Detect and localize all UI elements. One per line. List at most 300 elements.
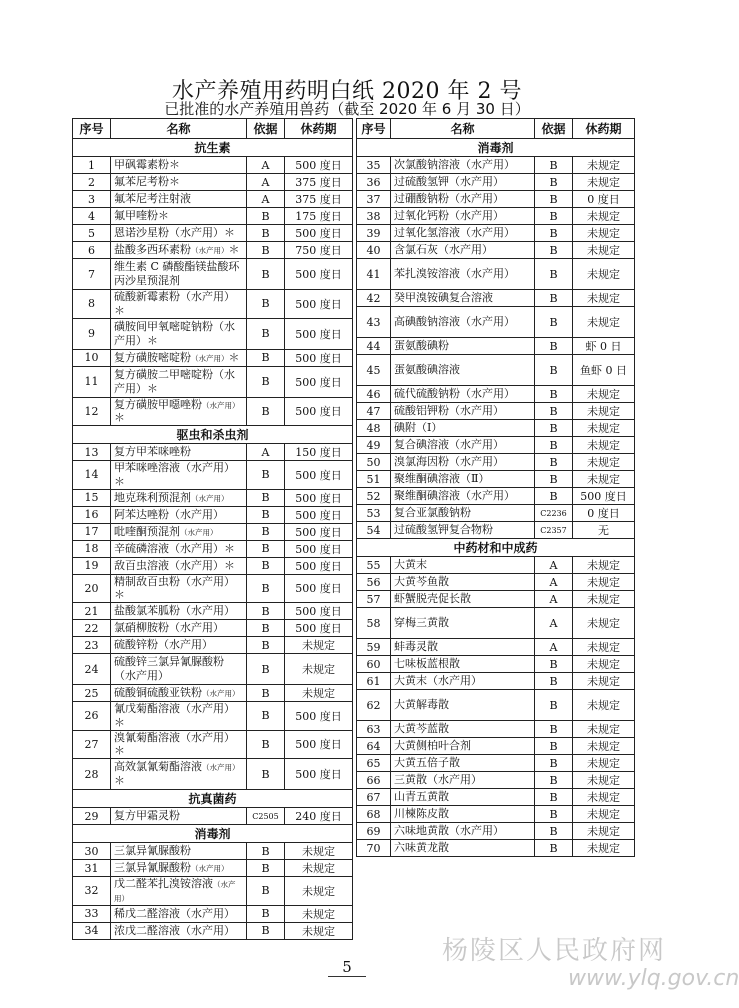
withdrawal-period: 未规定 [285, 654, 353, 685]
drug-name-text: 三氯异氰脲酸粉 [114, 844, 191, 858]
basis-code: B [247, 506, 285, 523]
withdrawal-period: 500 度日 [285, 702, 353, 731]
basis-code: B [535, 488, 573, 505]
drug-name [111, 318, 247, 349]
drug-name [391, 738, 535, 755]
basis-code: B [535, 454, 573, 471]
table-row [357, 656, 635, 673]
withdrawal-period: 未规定 [573, 437, 635, 454]
basis-code: A [247, 444, 285, 461]
drug-name-text: 高碘酸钠溶液（水产用） [394, 315, 515, 329]
row-number: 39 [357, 225, 391, 242]
table-row [73, 461, 353, 490]
drug-name [111, 157, 247, 174]
row-number: 24 [73, 654, 111, 685]
drug-name [391, 191, 535, 208]
withdrawal-period: 375 度日 [285, 191, 353, 208]
basis-code: B [535, 673, 573, 690]
withdrawal-period: 500 度日 [285, 506, 353, 523]
drug-name [391, 420, 535, 437]
asterisk-mark: ＊ [228, 243, 240, 257]
basis-code: A [247, 191, 285, 208]
drug-name [391, 338, 535, 355]
withdrawal-period: 750 度日 [285, 242, 353, 259]
basis-code: A [247, 174, 285, 191]
table-row [73, 860, 353, 877]
drug-name-text: 复方甲苯咪唑粉 [114, 445, 191, 459]
withdrawal-period: 未规定 [573, 307, 635, 338]
withdrawal-period: 未规定 [573, 157, 635, 174]
drug-name-text: 高效氯氰菊酯溶液 [114, 760, 202, 774]
drug-name [111, 620, 247, 637]
withdrawal-period: 150 度日 [285, 444, 353, 461]
drug-name [111, 574, 247, 603]
drug-name [111, 540, 247, 557]
drug-name-text: 阿苯达唑粉（水产用） [114, 507, 224, 521]
withdrawal-period: 未规定 [573, 656, 635, 673]
drug-name-text: 蛋氨酸碘溶液 [394, 363, 460, 377]
withdrawal-period: 未规定 [285, 877, 353, 906]
table-row [357, 259, 635, 290]
drug-name-text: 盐酸多西环素粉 [114, 243, 191, 257]
basis-code: B [535, 208, 573, 225]
drug-name-text: 大黄末（水产用） [394, 674, 482, 688]
basis-code: C2236 [535, 505, 573, 522]
row-number: 9 [73, 318, 111, 349]
drug-name-text: 稀戊二醛溶液（水产用） [114, 906, 235, 920]
basis-code: B [535, 307, 573, 338]
drug-name-text: 硫酸新霉素粉（水产用）＊ [114, 290, 235, 317]
watermark-url: www.ylq.gov.cn [568, 966, 739, 991]
withdrawal-period: 500 度日 [285, 290, 353, 319]
basis-code: A [535, 639, 573, 656]
row-number: 55 [357, 557, 391, 574]
row-number: 35 [357, 157, 391, 174]
drug-name [111, 860, 247, 877]
withdrawal-period: 175 度日 [285, 208, 353, 225]
row-number: 41 [357, 259, 391, 290]
page-number-value: 5 [328, 958, 366, 977]
drug-name-text: 维生素 C 磷酸酯镁盐酸环丙沙星预混剂 [114, 260, 240, 287]
table-row [357, 505, 635, 522]
basis-code: B [535, 806, 573, 823]
drug-name [111, 922, 247, 939]
row-number: 28 [73, 759, 111, 790]
basis-code: B [535, 789, 573, 806]
basis-code: B [247, 685, 285, 702]
withdrawal-period: 未规定 [573, 290, 635, 307]
withdrawal-period: 未规定 [573, 673, 635, 690]
basis-code: B [247, 349, 285, 366]
withdrawal-period: 未规定 [573, 454, 635, 471]
row-number: 21 [73, 603, 111, 620]
basis-code: B [535, 386, 573, 403]
row-number: 2 [73, 174, 111, 191]
drug-name-text: 大黄五倍子散 [394, 756, 460, 770]
withdrawal-period: 未规定 [573, 225, 635, 242]
aquaculture-tag: （水产用） [191, 864, 229, 874]
withdrawal-period: 未规定 [285, 922, 353, 939]
drug-name [391, 690, 535, 721]
row-number: 5 [73, 225, 111, 242]
basis-code: B [535, 471, 573, 488]
basis-code: B [247, 759, 285, 790]
section-heading: 驱虫和杀虫剂 [73, 426, 353, 444]
table-row [357, 338, 635, 355]
table-row [73, 877, 353, 906]
table-header-row [357, 119, 635, 139]
basis-code: B [247, 905, 285, 922]
table-row [73, 366, 353, 397]
row-number: 42 [357, 290, 391, 307]
row-number: 66 [357, 772, 391, 789]
drug-name [111, 444, 247, 461]
drug-name-text: 敌百虫溶液（水产用）＊ [114, 558, 235, 572]
basis-code: B [247, 461, 285, 490]
basis-code: A [535, 557, 573, 574]
drug-name [111, 174, 247, 191]
drug-name-text: 山青五黄散 [394, 790, 449, 804]
basis-code: B [247, 702, 285, 731]
table-row [73, 574, 353, 603]
aquaculture-tag: （水产用） [202, 763, 240, 773]
table-row [357, 574, 635, 591]
row-number: 3 [73, 191, 111, 208]
basis-code: B [535, 259, 573, 290]
section-row [73, 825, 353, 843]
section-heading: 抗真菌药 [73, 790, 353, 808]
withdrawal-period: 未规定 [573, 591, 635, 608]
table-row [357, 591, 635, 608]
basis-code: B [535, 656, 573, 673]
basis-code: B [535, 242, 573, 259]
withdrawal-period: 未规定 [285, 860, 353, 877]
table-row [73, 843, 353, 860]
basis-code: B [535, 225, 573, 242]
withdrawal-period: 500 度日 [573, 488, 635, 505]
drug-name-text: 七味板蓝根散 [394, 657, 460, 671]
basis-code: B [535, 755, 573, 772]
withdrawal-period: 500 度日 [285, 759, 353, 790]
basis-code: C2505 [247, 808, 285, 825]
section-heading: 消毒剂 [73, 825, 353, 843]
basis-code: B [247, 259, 285, 290]
drug-name-text: 过硫酸氢钾（水产用） [394, 175, 504, 189]
row-number: 30 [73, 843, 111, 860]
drug-name-text: 虾蟹脱壳促长散 [394, 592, 471, 606]
table-header-row [73, 119, 353, 139]
table-row [357, 738, 635, 755]
withdrawal-period: 500 度日 [285, 349, 353, 366]
drug-name [391, 208, 535, 225]
withdrawal-period: 未规定 [573, 840, 635, 857]
drug-name [391, 591, 535, 608]
drug-name-text: 氟苯尼考注射液 [114, 192, 191, 206]
withdrawal-period: 未规定 [285, 905, 353, 922]
drug-name-text: 地克珠利预混剂 [114, 490, 191, 504]
drug-name-text: 氟甲喹粉＊ [114, 209, 169, 223]
drug-name [391, 823, 535, 840]
drug-name [391, 557, 535, 574]
row-number: 54 [357, 522, 391, 539]
drug-name [391, 789, 535, 806]
row-number: 6 [73, 242, 111, 259]
table-row [357, 386, 635, 403]
drug-name [391, 574, 535, 591]
withdrawal-period: 无 [573, 522, 635, 539]
withdrawal-period: 未规定 [573, 259, 635, 290]
drug-name-text: 过硼酸钠粉（水产用） [394, 192, 504, 206]
table-row [357, 721, 635, 738]
drug-name [391, 242, 535, 259]
basis-code: B [247, 730, 285, 759]
withdrawal-period: 未规定 [573, 789, 635, 806]
table-row [357, 557, 635, 574]
table-row [73, 191, 353, 208]
row-number: 36 [357, 174, 391, 191]
drug-name [111, 808, 247, 825]
drug-name-text: 硫酸铜硫酸亚铁粉 [114, 686, 202, 700]
drug-name [111, 702, 247, 731]
aquaculture-tag: （水产用） [202, 400, 240, 410]
table-row [73, 318, 353, 349]
row-number: 67 [357, 789, 391, 806]
withdrawal-period: 500 度日 [285, 730, 353, 759]
row-number: 26 [73, 702, 111, 731]
section-heading: 抗生素 [73, 139, 353, 157]
withdrawal-period: 未规定 [285, 685, 353, 702]
row-number: 49 [357, 437, 391, 454]
drug-name [111, 259, 247, 290]
drug-name [391, 721, 535, 738]
drug-name-text: 大黄侧柏叶合剂 [394, 739, 471, 753]
table-row [357, 437, 635, 454]
row-number: 11 [73, 366, 111, 397]
row-number: 69 [357, 823, 391, 840]
drug-name [111, 225, 247, 242]
header-name: 名称 [111, 119, 247, 139]
basis-code: A [535, 608, 573, 639]
row-number: 48 [357, 420, 391, 437]
table-row [357, 639, 635, 656]
aquaculture-tag: （水产用） [191, 353, 229, 363]
basis-code: B [535, 290, 573, 307]
drug-name-text: 蚌毒灵散 [394, 640, 438, 654]
row-number: 38 [357, 208, 391, 225]
basis-code: B [247, 225, 285, 242]
row-number: 70 [357, 840, 391, 857]
drug-name [391, 772, 535, 789]
asterisk-mark: ＊ [228, 350, 240, 364]
drug-name [391, 174, 535, 191]
drug-table-right [356, 118, 635, 857]
asterisk-mark: ＊ [114, 411, 125, 425]
basis-code: B [247, 922, 285, 939]
aquaculture-tag: （水产用） [114, 880, 236, 903]
drug-name-text: 碘附（Ⅰ） [394, 421, 443, 435]
table-row [357, 355, 635, 386]
basis-code: A [247, 157, 285, 174]
table-row [73, 808, 353, 825]
row-number: 62 [357, 690, 391, 721]
drug-name [391, 639, 535, 656]
table-row [357, 789, 635, 806]
drug-name-text: 蛋氨酸碘粉 [394, 339, 449, 353]
row-number: 7 [73, 259, 111, 290]
drug-name-text: 硫代硫酸钠粉（水产用） [394, 387, 515, 401]
basis-code: B [535, 403, 573, 420]
drug-name [111, 759, 247, 790]
basis-code: B [247, 397, 285, 426]
basis-code: B [247, 523, 285, 540]
basis-code: B [247, 290, 285, 319]
drug-name [111, 290, 247, 319]
drug-name-text: 甲苯咪唑溶液（水产用）＊ [114, 461, 235, 488]
basis-code: B [247, 877, 285, 906]
table-row [357, 420, 635, 437]
drug-name-text: 大黄末 [394, 558, 427, 572]
table-row [73, 603, 353, 620]
basis-code: B [247, 843, 285, 860]
drug-name [391, 307, 535, 338]
table-row [73, 685, 353, 702]
basis-code: A [535, 591, 573, 608]
drug-name-text: 氯硝柳胺粉（水产用） [114, 621, 224, 635]
table-row [357, 225, 635, 242]
drug-name [391, 840, 535, 857]
withdrawal-period: 375 度日 [285, 174, 353, 191]
row-number: 20 [73, 574, 111, 603]
drug-name-text: 精制敌百虫粉（水产用）＊ [114, 574, 235, 602]
withdrawal-period: 500 度日 [285, 523, 353, 540]
row-number: 40 [357, 242, 391, 259]
basis-code: B [535, 772, 573, 789]
withdrawal-period: 500 度日 [285, 225, 353, 242]
drug-name [391, 656, 535, 673]
drug-name-text: 大黄解毒散 [394, 698, 449, 712]
drug-name [111, 397, 247, 426]
header-withdrawal: 休药期 [285, 119, 353, 139]
row-number: 59 [357, 639, 391, 656]
row-number: 18 [73, 540, 111, 557]
table-row [73, 922, 353, 939]
withdrawal-period: 未规定 [573, 608, 635, 639]
drug-name-text: 氰戊菊酯溶液（水产用）＊ [114, 702, 235, 729]
withdrawal-period: 未规定 [573, 755, 635, 772]
withdrawal-period: 未规定 [573, 242, 635, 259]
row-number: 33 [73, 905, 111, 922]
row-number: 68 [357, 806, 391, 823]
table-row [357, 242, 635, 259]
table-row [357, 157, 635, 174]
drug-name [391, 157, 535, 174]
withdrawal-period: 未规定 [285, 637, 353, 654]
document-title: 水产养殖用药明白纸 2020 年 2 号 [172, 79, 522, 104]
drug-name-text: 复合亚氯酸钠粉 [394, 506, 471, 520]
section-row [73, 790, 353, 808]
drug-name-text: 癸甲溴铵碘复合溶液 [394, 291, 493, 305]
drug-name-text: 大黄芩蓝散 [394, 722, 449, 736]
drug-name-text: 过氧化氢溶液（水产用） [394, 226, 515, 240]
withdrawal-period: 未规定 [573, 574, 635, 591]
basis-code: B [247, 620, 285, 637]
header-no: 序号 [357, 119, 391, 139]
table-row [73, 759, 353, 790]
withdrawal-period: 未规定 [573, 639, 635, 656]
drug-name-text: 过硫酸氢钾复合物粉 [394, 523, 493, 537]
drug-name-text: 过氧化钙粉（水产用） [394, 209, 504, 223]
basis-code: B [535, 840, 573, 857]
basis-code: B [535, 690, 573, 721]
row-number: 22 [73, 620, 111, 637]
drug-name [111, 603, 247, 620]
aquaculture-tag: （水产用） [191, 246, 229, 256]
basis-code: B [247, 637, 285, 654]
basis-code: C2357 [535, 522, 573, 539]
withdrawal-period: 未规定 [573, 403, 635, 420]
table-row [357, 755, 635, 772]
table-row [73, 620, 353, 637]
withdrawal-period: 未规定 [573, 823, 635, 840]
basis-code: A [535, 574, 573, 591]
watermark: 杨陵区人民政府网 [442, 936, 667, 966]
withdrawal-period: 未规定 [573, 806, 635, 823]
drug-name [111, 523, 247, 540]
withdrawal-period: 500 度日 [285, 157, 353, 174]
row-number: 29 [73, 808, 111, 825]
drug-name-text: 硫酸锌三氯异氰脲酸粉（水产用） [114, 655, 224, 682]
table-row [357, 608, 635, 639]
table-row [73, 225, 353, 242]
basis-code: B [535, 437, 573, 454]
withdrawal-period: 500 度日 [285, 366, 353, 397]
drug-name-text: 磺胺间甲氧嘧啶钠粉（水产用）＊ [114, 319, 235, 347]
drug-name [391, 608, 535, 639]
table-row [73, 349, 353, 366]
withdrawal-period: 未规定 [573, 738, 635, 755]
drug-name [391, 471, 535, 488]
withdrawal-period: 0 度日 [573, 191, 635, 208]
basis-code: B [247, 366, 285, 397]
table-row [73, 397, 353, 426]
table-row [357, 772, 635, 789]
row-number: 37 [357, 191, 391, 208]
drug-name [111, 506, 247, 523]
withdrawal-period: 500 度日 [285, 557, 353, 574]
row-number: 32 [73, 877, 111, 906]
aquaculture-tag: （水产用） [202, 689, 240, 699]
table-row [73, 654, 353, 685]
basis-code: B [535, 823, 573, 840]
asterisk-mark: ＊ [114, 774, 125, 787]
withdrawal-period: 500 度日 [285, 259, 353, 290]
drug-name [391, 437, 535, 454]
aquaculture-tag: （水产用） [191, 493, 229, 503]
drug-name-text: 穿梅三黄散 [394, 616, 449, 630]
table-row [73, 540, 353, 557]
drug-name [111, 489, 247, 506]
header-withdrawal: 休药期 [573, 119, 635, 139]
drug-name-text: 聚维酮碘溶液（Ⅱ） [394, 472, 490, 486]
withdrawal-period: 未规定 [285, 843, 353, 860]
basis-code: B [247, 574, 285, 603]
table-row [73, 557, 353, 574]
drug-name-text: 恩诺沙星粉（水产用）＊ [114, 226, 235, 240]
drug-name [391, 454, 535, 471]
drug-name-text: 复方磺胺二甲嘧啶粉（水产用）＊ [114, 367, 235, 395]
drug-name [111, 905, 247, 922]
withdrawal-period: 未规定 [573, 690, 635, 721]
